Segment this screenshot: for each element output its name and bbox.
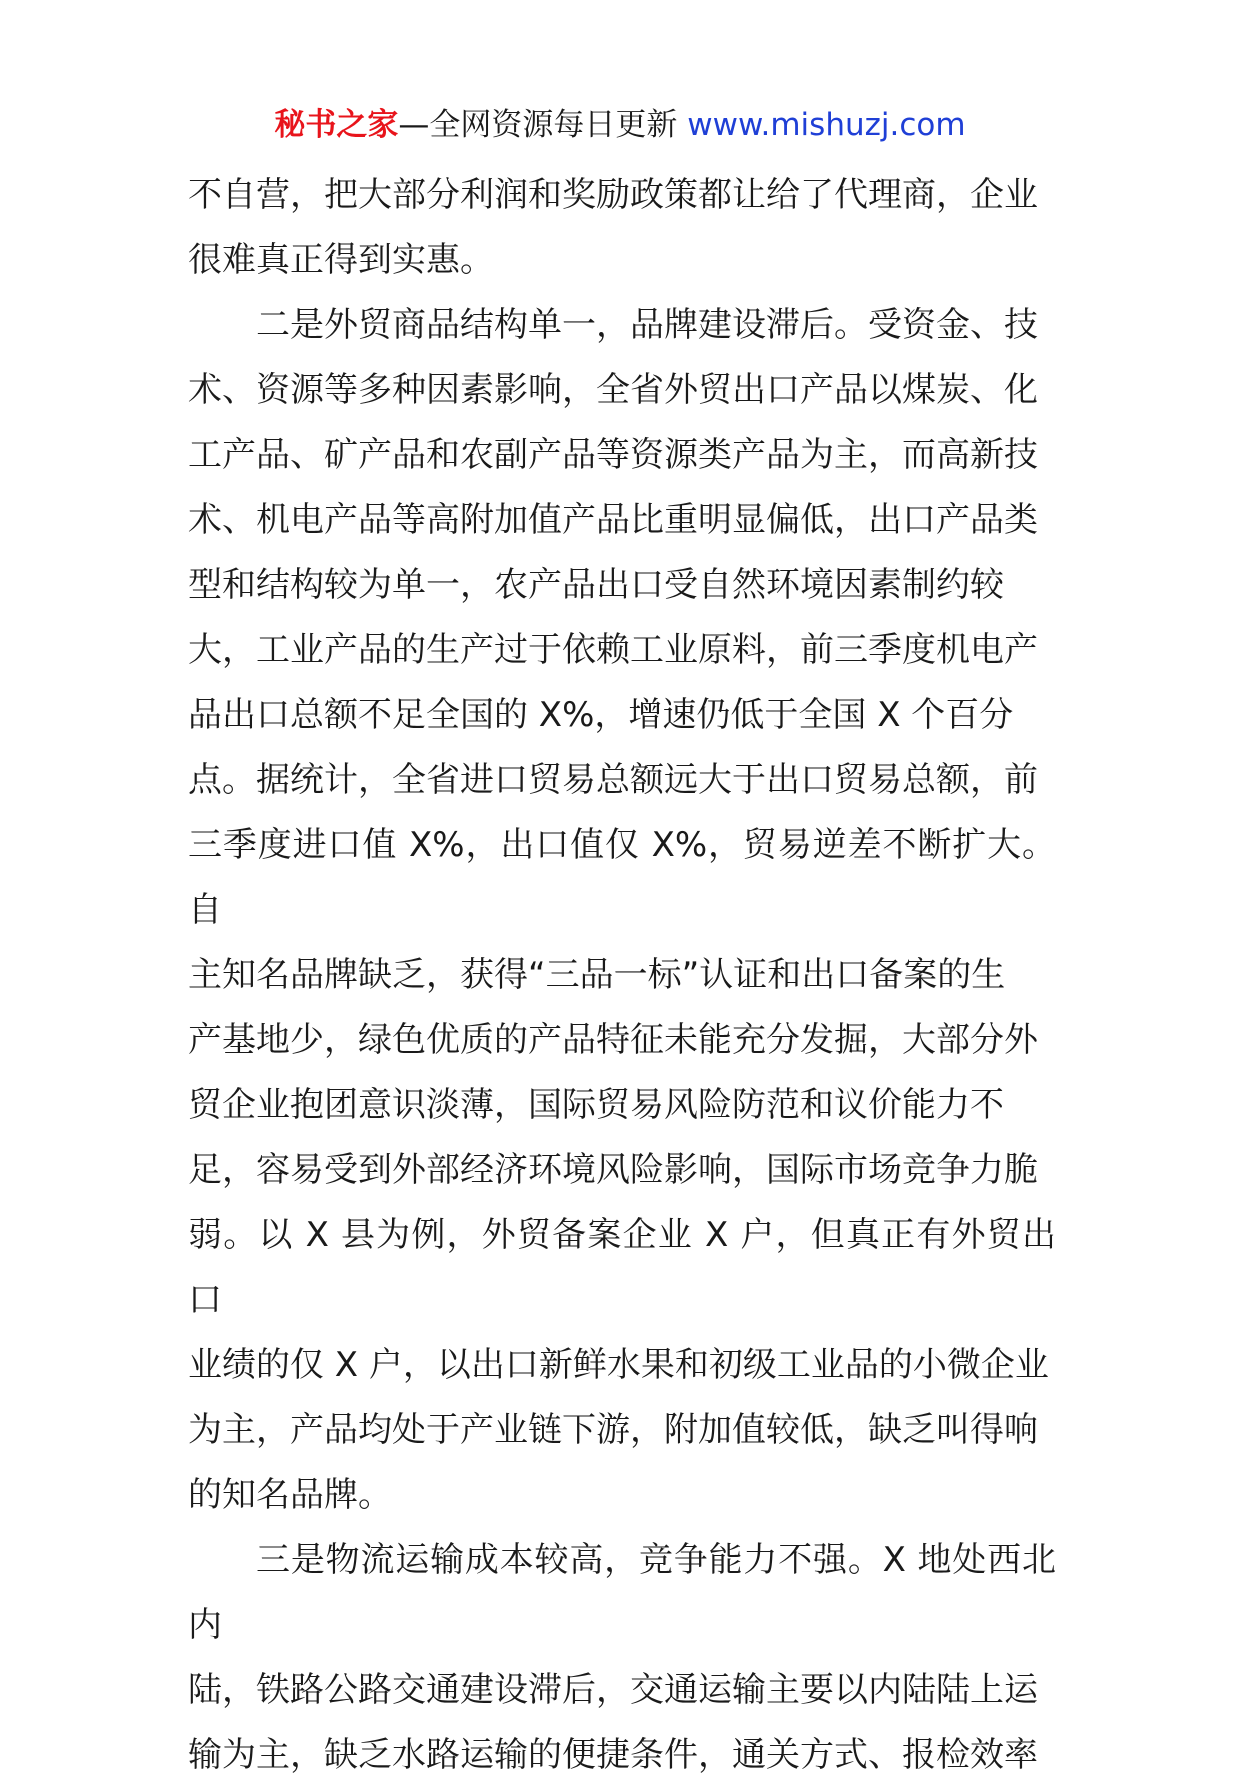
text-line: 很难真正得到实惠。 [188, 240, 494, 280]
paragraph-trade-structure [188, 293, 1056, 1528]
text-line: 陆，铁路公路交通建设滞后，交通运输主要以内陆陆上运 [188, 1670, 1038, 1710]
document-body [188, 163, 1056, 1788]
text-line: 二是外贸商品结构单一，品牌建设滞后。受资金、技 [256, 305, 1038, 345]
text-line: 三是物流运输成本较高，竞争能力不强。X 地处西北内 [188, 1540, 1056, 1645]
text-line: 点。据统计，全省进口贸易总额远大于出口贸易总额，前 [188, 760, 1038, 800]
text-line: 型和结构较为单一，农产品出口受自然环境因素制约较 [188, 565, 1004, 605]
text-line: 大，工业产品的生产过于依赖工业原料，前三季度机电产 [188, 630, 1038, 670]
text-line: 业绩的仅 X 户，以出口新鲜水果和初级工业品的小微企业 [188, 1345, 1049, 1385]
text-line: 三季度进口值 X%，出口值仅 X%，贸易逆差不断扩大。自 [188, 825, 1056, 930]
text-line: 输为主，缺乏水路运输的便捷条件，通关方式、报检效率 [188, 1735, 1038, 1775]
text-line: 术、机电产品等高附加值产品比重明显偏低，出口产品类 [188, 500, 1038, 540]
text-line: 足，容易受到外部经济环境风险影响，国际市场竞争力脆 [188, 1150, 1038, 1190]
text-line: 的知名品牌。 [188, 1475, 392, 1515]
text-line: 术、资源等多种因素影响，全省外贸出口产品以煤炭、化 [188, 370, 1038, 410]
paragraph-logistics [188, 1528, 1056, 1788]
text-line: 工产品、矿产品和农副产品等资源类产品为主，而高新技 [188, 435, 1038, 475]
text-line: 贸企业抱团意识淡薄，国际贸易风险防范和议价能力不 [188, 1085, 1004, 1125]
site-url-link[interactable]: www.mishuzj.com [687, 107, 966, 143]
site-tagline: —全网资源每日更新 [398, 107, 678, 143]
site-header [0, 100, 1240, 150]
text-line: 不自营，把大部分利润和奖励政策都让给了代理商，企业 [188, 175, 1038, 215]
paragraph-continuation [188, 163, 1056, 293]
text-line: 弱。以 X 县为例，外贸备案企业 X 户，但真正有外贸出口 [188, 1215, 1056, 1320]
text-line: 品出口总额不足全国的 X%，增速仍低于全国 X 个百分 [188, 695, 1014, 735]
text-line: 主知名品牌缺乏，获得“三品一标”认证和出口备案的生 [188, 955, 1006, 995]
text-line: 产基地少，绿色优质的产品特征未能充分发掘，大部分外 [188, 1020, 1038, 1060]
text-line: 为主，产品均处于产业链下游，附加值较低，缺乏叫得响 [188, 1410, 1038, 1450]
site-brand: 秘书之家 [274, 107, 399, 143]
